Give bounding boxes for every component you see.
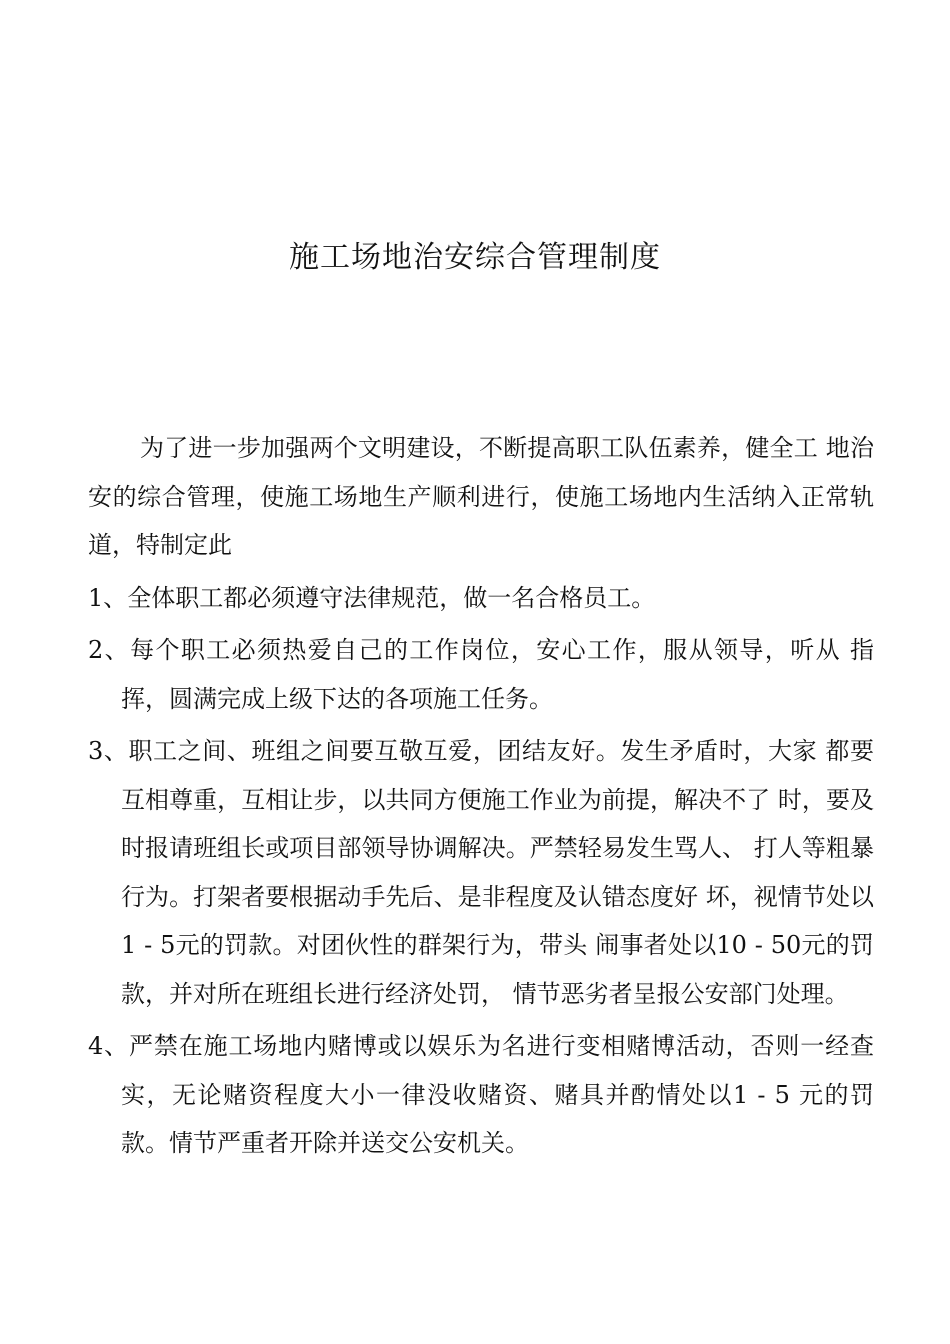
rule-item-2 (88, 626, 874, 723)
rule-number: 3、 (88, 737, 129, 765)
rule-number: 1、 (88, 583, 128, 612)
intro-paragraph: 为了进一步加强两个文明建设，不断提高职工队伍素养，健全工 地治安的综合管理，使施工场地生产顺利进行，使施工场地内生活纳入正常轨 道，特制定此 (88, 434, 874, 559)
rule-text: 职工之间、班组之间要互敬互爱，团结友好。发生矛盾时，大家 都要互相尊重，互相让步，以共同方便施工作业为前提，解决不了 时，要及时报请班组长或项目部领导协调解决。严禁轻易发生骂人、 打人等粗暴行为。打架者要根据动手先后、是非程度及认错态度好 坏，视情节处以1 - 5元的罚款。对团伙性的群架行为，带头 闹事者处以10 - 50元的罚款，并对所在班组长进行经济处罚， 情节恶劣者呈报公安部门处理。 (121, 737, 874, 1008)
rule-item-3 (88, 727, 874, 1018)
rule-number: 2、 (88, 636, 131, 664)
rule-number: 4、 (88, 1032, 129, 1060)
rule-text: 严禁在施工场地内赌博或以娱乐为名进行变相赌博活动，否则一经查实，无论赌资程度大小一律没收赌资、赌具并酌情处以1 - 5 元的罚款。情节严重者开除并送交公安机关。 (121, 1032, 874, 1157)
rule-text: 每个职工必须热爱自己的工作岗位，安心工作，服从领导，听从 指挥，圆满完成上级下达的各项施工任务。 (121, 636, 874, 713)
document-body (88, 424, 874, 1172)
rule-item-1 (88, 574, 874, 623)
rule-text: 全体职工都必须遵守法律规范，做一名合格员工。 (127, 583, 656, 612)
document-title: 施工场地治安综合管理制度 (289, 240, 661, 275)
rule-item-4 (88, 1022, 874, 1168)
